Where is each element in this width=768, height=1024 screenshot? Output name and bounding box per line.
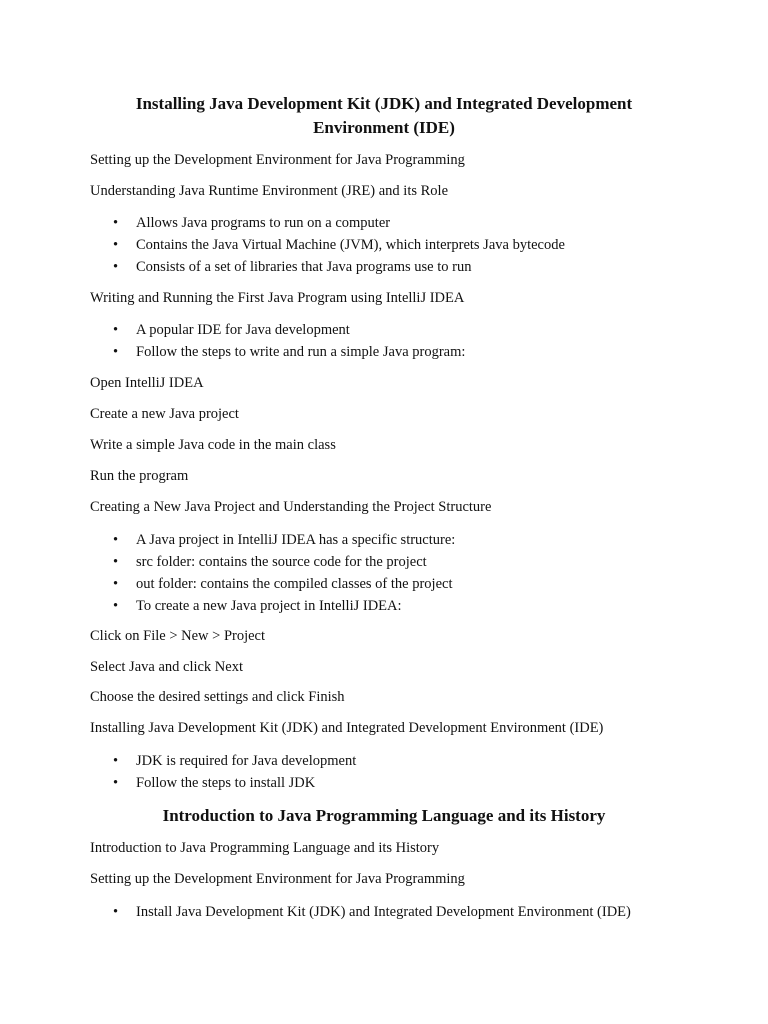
list-item: A popular IDE for Java development xyxy=(136,322,350,338)
bullet-icon: • xyxy=(113,215,119,231)
bullet-icon: • xyxy=(113,532,119,548)
paragraph-installing-jdk: Installing Java Development Kit (JDK) and Integrated Development Environment (IDE) xyxy=(90,720,604,736)
list-item: out folder: contains the compiled classes of the project xyxy=(136,576,453,592)
bullet-icon: • xyxy=(113,775,119,791)
paragraph-setting-up: Setting up the Development Environment for Java Programming xyxy=(90,152,465,168)
paragraph-first-program: Writing and Running the First Java Program using IntelliJ IDEA xyxy=(90,290,465,306)
bullet-icon: • xyxy=(113,753,119,769)
step-item: Select Java and click Next xyxy=(90,659,243,675)
bullet-icon: • xyxy=(113,344,119,360)
bullet-icon: • xyxy=(113,322,119,338)
paragraph-understanding-jre: Understanding Java Runtime Environment (JRE) and its Role xyxy=(90,183,449,199)
bullet-icon: • xyxy=(113,554,119,570)
step-item: Write a simple Java code in the main class xyxy=(90,437,336,453)
list-item: src folder: contains the source code for the project xyxy=(136,554,427,570)
paragraph-new-project: Creating a New Java Project and Understanding the Project Structure xyxy=(90,499,492,515)
bullet-icon: • xyxy=(113,904,119,920)
list-item: JDK is required for Java development xyxy=(136,753,357,769)
heading-introduction-history: Introduction to Java Programming Language and its History xyxy=(162,806,606,825)
paragraph-setting-up-2: Setting up the Development Environment for Java Programming xyxy=(90,871,465,887)
bullet-icon: • xyxy=(113,576,119,592)
heading-installing-jdk-ide: Installing Java Development Kit (JDK) and Integrated Development Environment (IDE) xyxy=(135,94,633,137)
step-item: Click on File > New > Project xyxy=(90,628,266,644)
list-item: Install Java Development Kit (JDK) and Integrated Development Environment (IDE) xyxy=(136,904,631,920)
step-item: Create a new Java project xyxy=(90,406,239,422)
bullet-icon: • xyxy=(113,598,119,614)
step-item: Choose the desired settings and click Finish xyxy=(90,689,345,705)
bullet-icon: • xyxy=(113,259,119,275)
list-item: Contains the Java Virtual Machine (JVM), which interprets Java bytecode xyxy=(136,237,565,253)
list-item: A Java project in IntelliJ IDEA has a specific structure: xyxy=(136,532,456,548)
list-item: Allows Java programs to run on a computer xyxy=(136,215,391,231)
step-item: Run the program xyxy=(90,468,189,484)
bullet-icon: • xyxy=(113,237,119,253)
paragraph-introduction: Introduction to Java Programming Language and its History xyxy=(90,840,440,856)
step-item: Open IntelliJ IDEA xyxy=(90,375,204,391)
list-item: Follow the steps to install JDK xyxy=(136,775,316,791)
list-item: Follow the steps to write and run a simple Java program: xyxy=(136,344,466,360)
list-item: To create a new Java project in IntelliJ IDEA: xyxy=(136,598,402,614)
list-item: Consists of a set of libraries that Java programs use to run xyxy=(136,259,472,275)
